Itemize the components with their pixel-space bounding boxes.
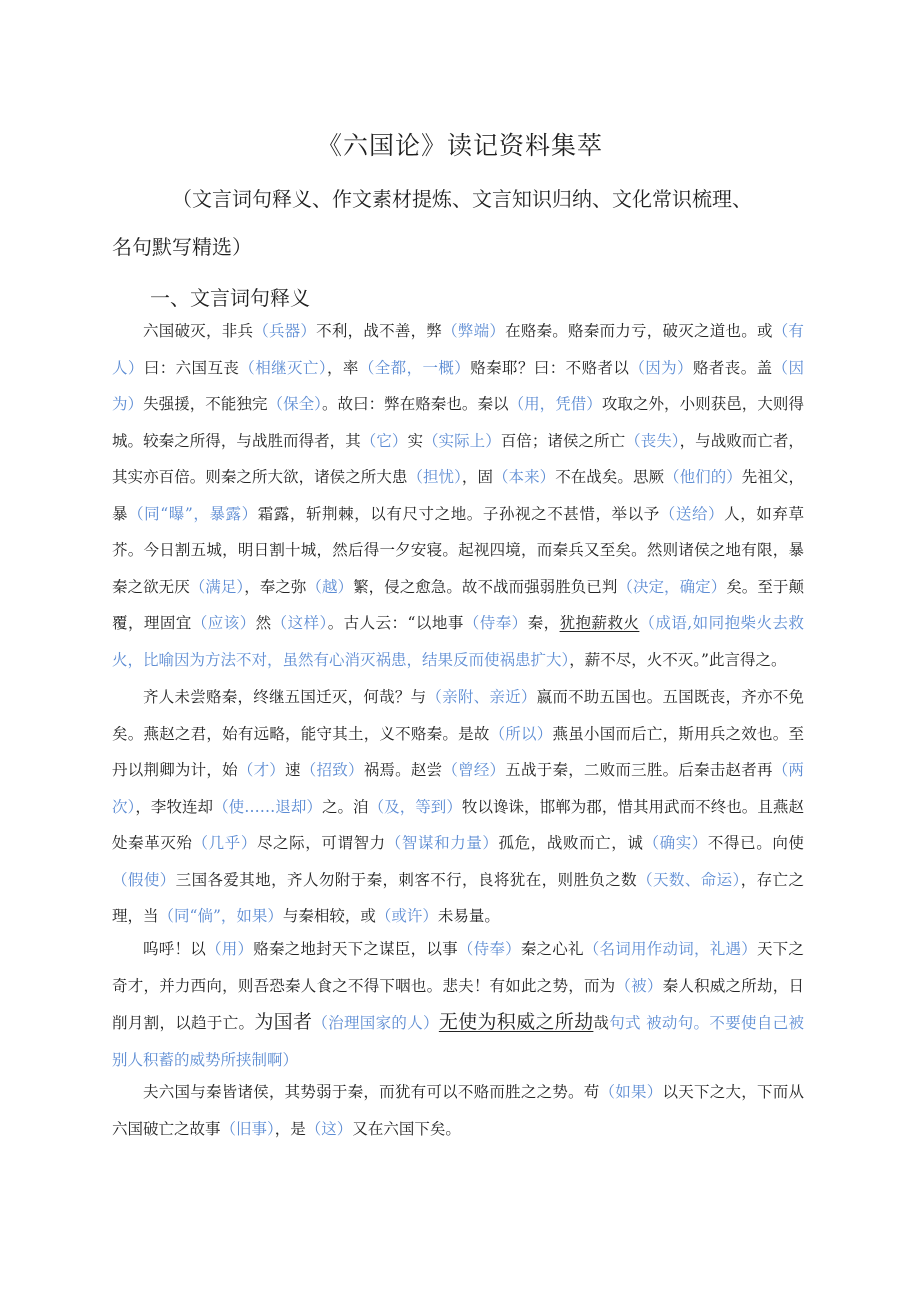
annotation: （决定，确定）: [617, 577, 727, 596]
annotation: （或许）: [375, 907, 438, 925]
text-run: 以天下之大，下而从六国破亡之故事: [112, 1083, 804, 1138]
text-run: 哉: [593, 1014, 610, 1032]
annotation: （满足）: [189, 577, 245, 596]
text-run: 秦人积威之所劫，日削月割，以趋于亡。: [112, 976, 804, 1032]
annotation: （它）: [360, 431, 408, 450]
text-run: 不在战矣。思厥: [555, 468, 665, 486]
annotation: （送给）: [659, 504, 725, 523]
text-run: 然: [255, 614, 272, 632]
text-run: 未易量。: [437, 907, 500, 925]
text-run: ，薪不尽，火不灭。”此言得之。: [569, 650, 787, 669]
text-run: 尽之际，可谓智力: [256, 834, 386, 852]
paragraph-3: [112, 931, 804, 1078]
text-run: 人，如弃草芥。今日割五城，明日割十城，然后得一夕安寝。起视四境，而秦兵又至矣。然则诸侯之地有限，暴秦之欲无厌: [112, 504, 804, 596]
annotation: （确实）: [643, 834, 708, 852]
annotation: （名词用作动词，礼遇）: [583, 940, 757, 958]
text-run: 霜露，斩荆棘，以有尺寸之地。子孙视之不甚惜，举以予: [257, 504, 660, 523]
text-run: 实: [407, 431, 423, 450]
annotation: （如果）: [599, 1083, 663, 1101]
annotation: （用，凭借）: [508, 395, 602, 413]
section-heading-1: 一、文言词句释义: [150, 286, 310, 310]
annotation: （及，等到）: [368, 797, 462, 816]
annotation: （曾经）: [442, 761, 506, 779]
annotation: （他们的）: [664, 468, 742, 486]
paragraph-4: [112, 1074, 804, 1147]
text-run: 秦之心礼: [520, 940, 584, 958]
text-run: 夫六国与秦皆诸侯，其势弱于秦，而犹有可以不赂而胜之之势。苟: [143, 1083, 600, 1101]
text-run: 失强援，不能独完: [143, 395, 268, 413]
annotation: （同“倘”，如果）: [158, 907, 283, 925]
text-run: 燕虽小国而后亡，斯用兵之效也。至丹以荆卿为计，始: [112, 724, 804, 779]
paragraph-2: [112, 679, 804, 935]
underlined-phrase: 无使为积威之所劫: [438, 1011, 594, 1033]
annotation: （使……退却）: [213, 797, 322, 816]
annotation: （天数、命运）: [637, 870, 741, 889]
text-run: 百倍；诸侯之所亡: [500, 431, 626, 450]
annotation: （这）: [305, 1119, 353, 1138]
text-run: ，是: [274, 1119, 306, 1138]
text-run: 天下之奇才，并力西向，则吾恐秦人食之不得下咽也。悲夫！有如此之势，而为: [112, 940, 804, 995]
annotation: （智谋和力量）: [385, 834, 499, 852]
document-title: 《六国论》读记资料集萃: [316, 131, 603, 160]
annotation: （弊端）: [442, 322, 506, 340]
annotation: （亲附、亲近）: [426, 688, 537, 706]
text-run: ，存亡之理，当: [112, 870, 804, 925]
text-run: 繁，侵之愈急。故不战而强弱胜负已判: [353, 577, 618, 596]
annotation: （被）: [615, 976, 663, 995]
text-run: ，固: [461, 468, 493, 486]
text-run: 速: [285, 761, 301, 779]
text-run: 三国各爱其地，齐人勿附于秦，刺客不行，良将犹在，则胜负之数: [175, 870, 638, 889]
text-run: 牧以谗诛，邯郸为郡，惜其用武而不终也。且燕赵处秦革灭殆: [112, 797, 804, 852]
annotation: （招致）: [300, 761, 364, 779]
text-run: 不利，战不善，弊: [316, 322, 443, 340]
text-run: 六国破灭，非兵: [143, 322, 254, 340]
annotation: （相继灭亡）: [239, 358, 328, 377]
text-run: 五战于秦，二败而三胜。后秦击赵者再: [505, 761, 773, 779]
annotation: （丧失）: [625, 431, 680, 450]
text-run: 呜呼！以: [143, 940, 206, 958]
annotation: （治理国家的人）: [312, 1014, 439, 1032]
text-run: ，李牧连却: [135, 797, 214, 816]
text-run: 曰：六国互丧: [143, 358, 240, 377]
annotation: （用）: [205, 940, 254, 958]
text-run: 与秦相较，或: [282, 907, 376, 925]
text-run: 。古人云：“以地事: [327, 614, 464, 632]
annotation: （才）: [237, 761, 286, 779]
text-run: 先祖父，暴: [112, 468, 804, 523]
annotation: （全都，一概）: [358, 358, 471, 377]
document-subtitle-line1: （文言词句释义、作文素材提炼、文言知识归纳、文化常识梳理、: [172, 187, 752, 211]
annotation: （保全）: [267, 395, 322, 413]
text-run: 赂者丧。盖: [692, 358, 773, 377]
annotation: 句式 被动句。不要使自己被别人积蓄的威势所挟制啊）: [112, 1014, 804, 1069]
annotation: （两次）: [112, 761, 804, 816]
text-run: ，奉之弥: [244, 577, 307, 596]
document-subtitle-line2: 名句默写精选）: [112, 235, 252, 259]
annotation: （同“曝”，暴露）: [128, 504, 258, 523]
text-run: 赂秦耶？曰：不赂者以: [470, 358, 630, 377]
text-run: ，与战败而亡者，其实亦百倍。则秦之所大欲，诸侯之所大患: [112, 431, 804, 486]
text-run: 不得已。向使: [707, 834, 804, 852]
annotation: （假使）: [112, 870, 176, 889]
text-run: 齐人未尝赂秦，终继五国迁灭，何哉？与: [143, 688, 427, 706]
annotation: （因为）: [112, 358, 804, 413]
underlined-phrase: 犹抱薪救火: [559, 614, 640, 632]
annotation: （实际上）: [423, 431, 501, 450]
text-run: 嬴而不助五国也。五国既丧，齐亦不免矣。燕赵之君，始有远略，能守其土，义不赂秦。是故: [112, 688, 804, 743]
text-run: 为国者: [254, 1011, 313, 1033]
annotation: （侍奉）: [457, 940, 521, 958]
text-run: 矣。至于颠覆，理固宜: [112, 577, 804, 632]
annotation: （旧事）: [220, 1119, 275, 1138]
annotation: （兵器）: [253, 322, 317, 340]
text-run: 孤危，战败而亡，诚: [498, 834, 644, 852]
text-run: 秦，: [527, 614, 560, 632]
annotation: （越）: [306, 577, 354, 596]
annotation: （担忧）: [407, 468, 462, 486]
annotation: （侍奉）: [463, 614, 528, 632]
text-run: 赂秦之地封天下之谋臣，以事: [253, 940, 458, 958]
annotation: （几乎）: [192, 834, 257, 852]
annotation: （这样）: [271, 614, 328, 632]
annotation: （本来）: [493, 468, 556, 486]
annotation: （成语,如同抱柴火去救火，比喻因为方法不对，虽然有心消灭祸患，结果反而使祸患扩大）: [112, 614, 804, 669]
annotation: （因为）: [629, 358, 693, 377]
text-run: 。故曰：弊在赂秦也。秦以: [321, 395, 509, 413]
paragraph-1: [112, 313, 804, 678]
annotation: （应该）: [191, 614, 256, 632]
annotation: （所以）: [489, 724, 553, 743]
text-run: 又在六国下矣。: [352, 1119, 461, 1138]
text-run: 祸焉。赵尝: [363, 761, 443, 779]
annotation: （有人）: [112, 322, 804, 377]
text-run: 在赂秦。赂秦而力亏，破灭之道也。或: [505, 322, 773, 340]
text-run: ，率: [327, 358, 359, 377]
text-run: 攻取之外，小则获邑，大则得城。较秦之所得，与战胜而得者，其: [112, 395, 804, 450]
text-run: 之。洎: [321, 797, 369, 816]
